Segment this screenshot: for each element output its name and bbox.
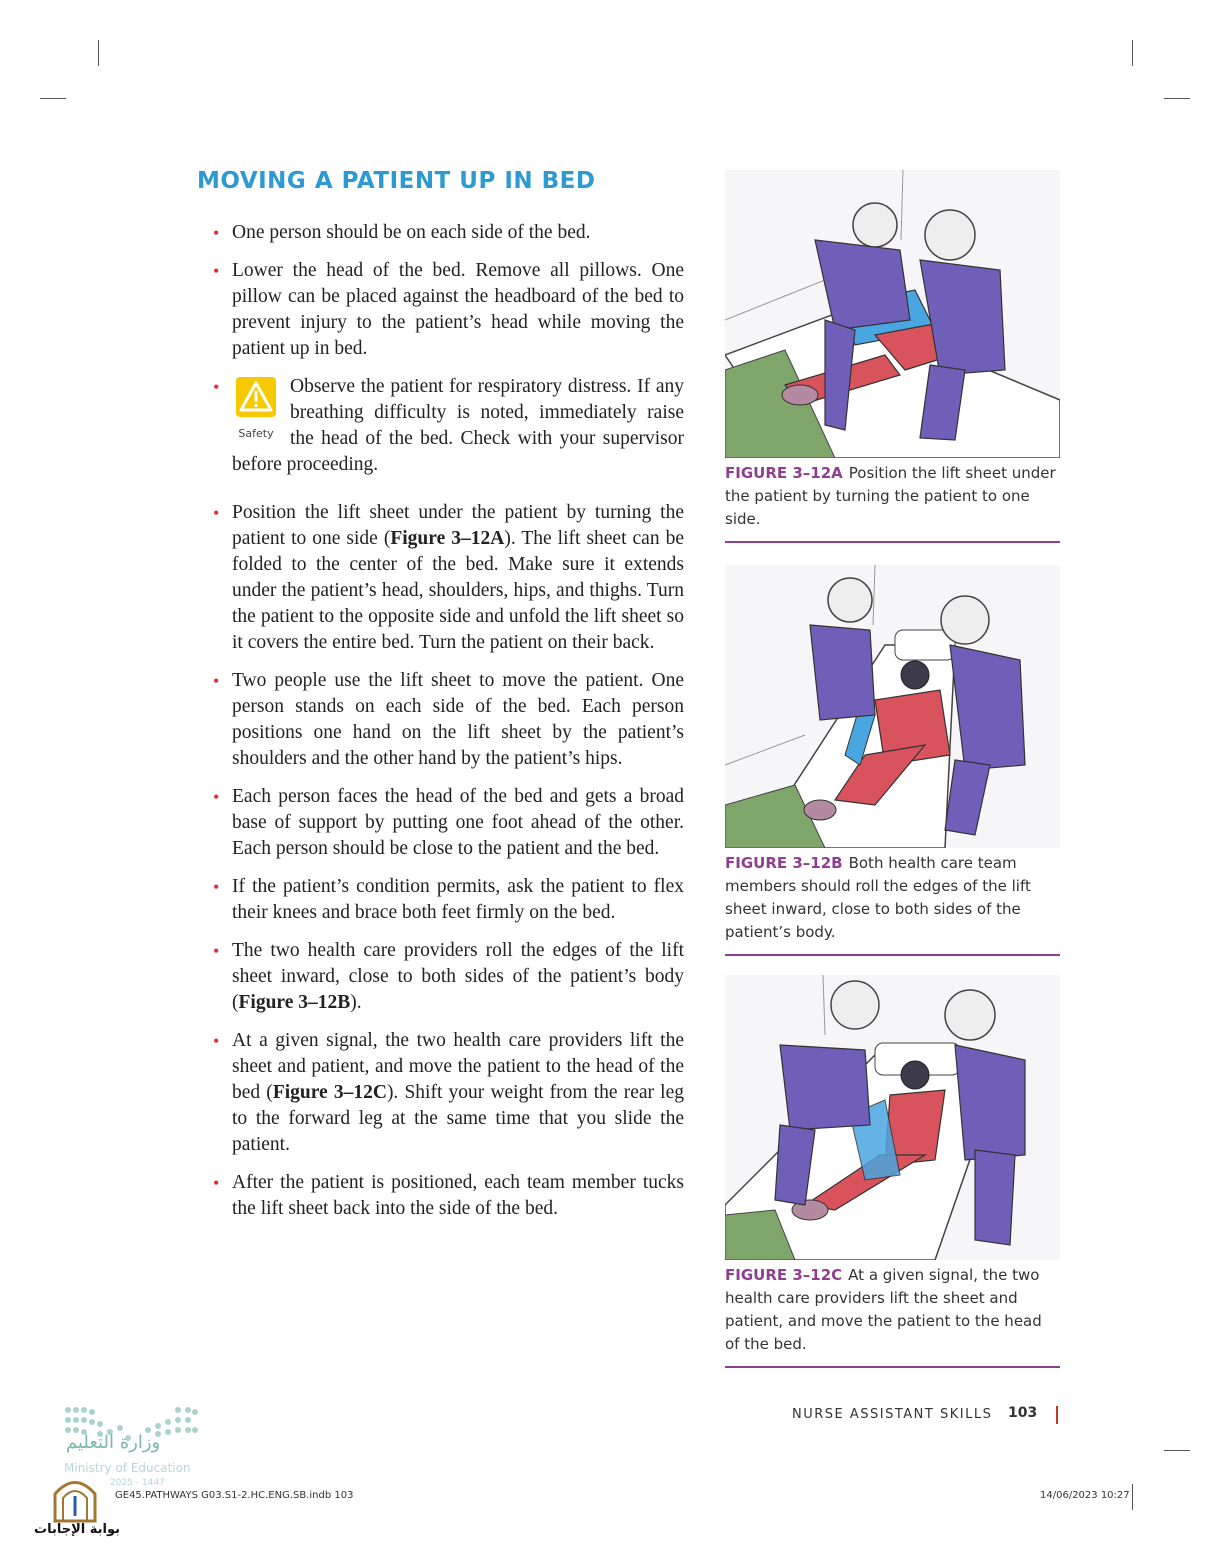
figure-label: FIGURE 3–12A	[725, 464, 843, 482]
list-item-text: ). Shift your weight from the rear leg to the forward leg at the same time that you slide the patient.	[232, 1082, 684, 1155]
figure-label: FIGURE 3–12C	[725, 1266, 843, 1284]
list-item-text: At a given signal, the two health care providers lift the sheet and patient, and move the patient to the head of the bed (	[232, 1030, 684, 1103]
figure-3-12b	[725, 565, 1060, 956]
list-item	[213, 220, 684, 246]
list-item-text: Two people use the lift sheet to move the patient. One person stands on each side of the bed. Each person positions one hand on the lift sheet by the patient’s shoulders and the other hand by the patient’s hips.	[232, 670, 684, 769]
list-item-safety	[213, 374, 684, 478]
ministry-name-arabic: وزارة التعليم	[66, 1432, 161, 1453]
safety-label: • Safety	[238, 427, 274, 440]
list-item	[213, 258, 684, 362]
crop-mark	[98, 40, 99, 66]
list-item-text: The two health care providers roll the edges of the lift sheet inward, close to both sides of the patient’s body (	[232, 940, 684, 1013]
warning-icon	[236, 377, 276, 417]
list-item-text: Position the lift sheet under the patient by turning the patient to one side (	[232, 502, 684, 549]
list-item-text: After the patient is positioned, each team member tucks the lift sheet back into the side of the bed.	[232, 1172, 684, 1219]
crop-mark	[1132, 1484, 1133, 1510]
list-item-text: ). The lift sheet can be folded to the center of the bed. Make sure it extends under the patient’s head, shoulders, hips, and thighs. Turn the patient to the opposite side and unfold the lift sheet so it covers the entire bed. Turn the patient on their back.	[232, 528, 684, 653]
figure-reference: Figure 3–12C	[272, 1082, 387, 1103]
list-item	[213, 1028, 684, 1158]
list-item-text: Lower the head of the bed. Remove all pillows. One pillow can be placed against the headboard of the bed to prevent injury to the patient’s head while moving the patient up in bed.	[232, 260, 684, 359]
figure-caption-text: At a given signal, the two health care providers lift the sheet and patient, and move the patient to the head of the bed.	[725, 1266, 1042, 1353]
crop-mark	[1164, 1450, 1190, 1451]
figure-label: FIGURE 3–12B	[725, 854, 843, 872]
list-item	[213, 938, 684, 1016]
ministry-year: 2025 - 1447	[110, 1478, 165, 1488]
crop-mark	[1132, 40, 1133, 66]
running-footer: NURSE ASSISTANT SKILLS	[792, 1407, 993, 1422]
portal-name: بوابة الإجابات	[34, 1522, 120, 1537]
page-divider	[1056, 1406, 1058, 1424]
safety-badge	[232, 377, 280, 449]
figure-caption-text: Both health care team members should roll the edges of the lift sheet inward, close to both sides of the patient’s body.	[725, 854, 1031, 941]
figure-illustration	[725, 565, 1060, 848]
figure-caption	[725, 1264, 1060, 1368]
figure-illustration	[725, 170, 1060, 458]
page-number: 103	[1008, 1405, 1038, 1421]
list-item-text: Observe the patient for respiratory distress. If any breathing difficulty is noted, immediately raise the head of the bed. Check with your supervisor before proceeding.	[232, 376, 684, 475]
list-item	[213, 784, 684, 862]
crop-mark	[40, 98, 66, 99]
figure-3-12a	[725, 170, 1060, 543]
list-item	[213, 874, 684, 926]
section-heading: MOVING A PATIENT UP IN BED	[197, 168, 596, 194]
figure-reference: Figure 3–12A	[390, 528, 505, 549]
list-item	[213, 500, 684, 656]
list-item	[213, 1170, 684, 1222]
procedure-list	[213, 220, 684, 1234]
crop-mark	[1164, 98, 1190, 99]
list-item	[213, 668, 684, 772]
ministry-name-english: Ministry of Education	[64, 1461, 191, 1475]
list-item-text: Each person faces the head of the bed and gets a broad base of support by putting one foot ahead of the other. Each person should be close to the patient and the bed.	[232, 786, 684, 859]
figure-caption	[725, 462, 1060, 543]
figure-3-12c	[725, 975, 1060, 1368]
figure-reference: Figure 3–12B	[238, 992, 351, 1013]
list-item-text: If the patient’s condition permits, ask the patient to flex their knees and brace both feet firmly on the bed.	[232, 876, 684, 923]
list-item-text: One person should be on each side of the bed.	[232, 222, 591, 243]
figure-caption-text: Position the lift sheet under the patient by turning the patient to one side.	[725, 464, 1056, 528]
figure-caption	[725, 852, 1060, 956]
list-item-text: ).	[350, 992, 362, 1013]
figure-illustration	[725, 975, 1060, 1260]
print-slug-file: GE45.PATHWAYS G03.S1-2.HC.ENG.SB.indb 103	[115, 1490, 354, 1501]
print-slug-date: 14/06/2023 10:27	[1040, 1490, 1130, 1501]
